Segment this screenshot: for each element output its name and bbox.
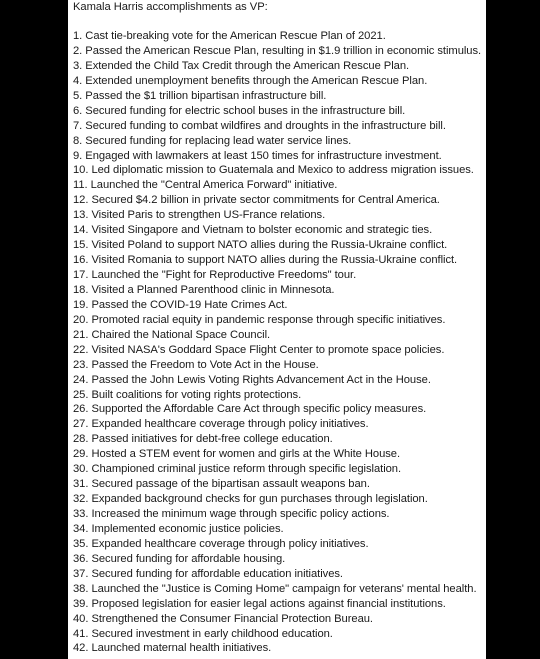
list-item: 25. Built coalitions for voting rights protections. bbox=[73, 388, 302, 401]
list-item: 8. Secured funding for replacing lead water service lines. bbox=[73, 134, 352, 147]
list-item: 29. Hosted a STEM event for women and girls at the White House. bbox=[73, 448, 401, 461]
list-item: 23. Passed the Freedom to Vote Act in the House. bbox=[73, 358, 319, 371]
list-item: 3. Extended the Child Tax Credit through the American Rescue Plan. bbox=[73, 59, 410, 72]
list-item: 34. Implemented economic justice policies. bbox=[73, 522, 284, 535]
list-item: 31. Secured passage of the bipartisan assault weapons ban. bbox=[73, 478, 370, 491]
list-item: 30. Championed criminal justice reform through specific legislation. bbox=[73, 463, 402, 476]
list-item: 4. Extended unemployment benefits through the American Rescue Plan. bbox=[73, 74, 428, 87]
list-item: 10. Led diplomatic mission to Guatemala and Mexico to address migration issues. bbox=[73, 164, 474, 177]
list-item: 28. Passed initiatives for debt-free college education. bbox=[73, 433, 333, 446]
list-item: 38. Launched the "Justice is Coming Home" campaign for veterans' mental health. bbox=[73, 582, 477, 595]
list-item: 6. Secured funding for electric school buses in the infrastructure bill. bbox=[73, 104, 406, 117]
list-item: 24. Passed the John Lewis Voting Rights Advancement Act in the House. bbox=[73, 373, 431, 386]
list-item: 27. Expanded healthcare coverage through policy initiatives. bbox=[73, 418, 369, 431]
list-item: 20. Promoted racial equity in pandemic response through specific initiatives. bbox=[73, 313, 446, 326]
list-item: 32. Expanded background checks for gun purchases through legislation. bbox=[73, 493, 428, 506]
list-item: 40. Strengthened the Consumer Financial Protection Bureau. bbox=[73, 612, 373, 625]
list-item: 14. Visited Singapore and Vietnam to bolster economic and strategic ties. bbox=[73, 224, 433, 237]
list-item: 18. Visited a Planned Parenthood clinic in Minnesota. bbox=[73, 283, 335, 296]
list-item: 35. Expanded healthcare coverage through policy initiatives. bbox=[73, 537, 369, 550]
document-page bbox=[68, 0, 486, 659]
list-item: 33. Increased the minimum wage through specific policy actions. bbox=[73, 508, 390, 520]
list-item: 13. Visited Paris to strengthen US-France relations. bbox=[73, 209, 326, 222]
list-item: 21. Chaired the National Space Council. bbox=[73, 328, 271, 341]
list-item: 19. Passed the COVID-19 Hate Crimes Act. bbox=[73, 298, 288, 311]
list-item: 7. Secured funding to combat wildfires and droughts in the infrastructure bill. bbox=[73, 119, 446, 132]
list-item: 41. Secured investment in early childhood education. bbox=[73, 627, 333, 640]
list-item: 17. Launched the "Fight for Reproductive Freedoms" tour. bbox=[73, 269, 357, 281]
list-item: 22. Visited NASA's Goddard Space Flight Center to promote space policies. bbox=[73, 343, 445, 356]
list-item: 36. Secured funding for affordable housing. bbox=[73, 552, 286, 565]
list-item: 12. Secured $4.2 billion in private sector commitments for Central America. bbox=[73, 194, 440, 207]
list-item: 1. Cast tie-breaking vote for the American Rescue Plan of 2021. bbox=[73, 30, 386, 42]
list-item: 15. Visited Poland to support NATO allies during the Russia-Ukraine conflict. bbox=[73, 239, 448, 252]
list-item: 39. Proposed legislation for easier legal actions against financial institutions. bbox=[73, 597, 446, 610]
list-item: 11. Launched the "Central America Forward" initiative. bbox=[73, 179, 338, 192]
document-title: Kamala Harris accomplishments as VP: bbox=[73, 1, 268, 13]
title-spacer bbox=[73, 14, 486, 29]
list-item: 5. Passed the $1 trillion bipartisan infrastructure bill. bbox=[73, 89, 327, 102]
document-content bbox=[73, 0, 486, 656]
list-item: 16. Visited Romania to support NATO allies during the Russia-Ukraine conflict. bbox=[73, 254, 458, 267]
accomplishments-list bbox=[73, 29, 486, 656]
list-item: 26. Supported the Affordable Care Act through specific policy measures. bbox=[73, 403, 427, 416]
list-item: 9. Engaged with lawmakers at least 150 times for infrastructure investment. bbox=[73, 149, 442, 162]
list-item: 37. Secured funding for affordable education initiatives. bbox=[73, 567, 343, 580]
list-item: 2. Passed the American Rescue Plan, resulting in $1.9 trillion in economic stimulus. bbox=[73, 44, 482, 57]
list-item: 42. Launched maternal health initiatives. bbox=[73, 642, 272, 655]
